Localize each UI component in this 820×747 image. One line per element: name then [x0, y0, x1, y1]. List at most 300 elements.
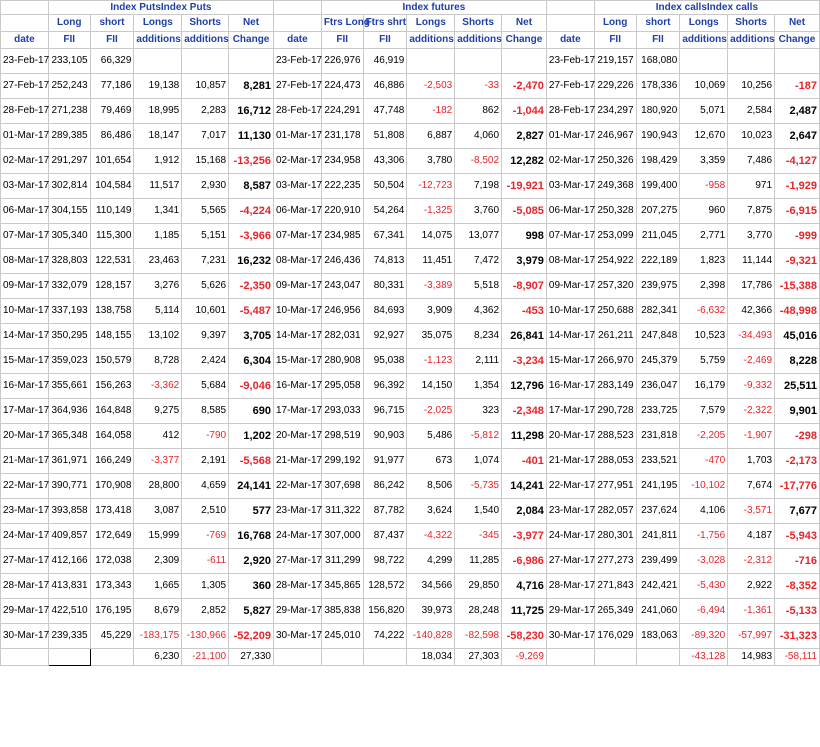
short-cell: 241,811 — [636, 524, 680, 549]
date-cell: 07-Mar-17 — [1, 224, 49, 249]
long-cell: 249,368 — [594, 174, 636, 199]
date-cell: 03-Mar-17 — [546, 174, 594, 199]
long-cell: 250,328 — [594, 199, 636, 224]
net-change-cell: -8,907 — [502, 274, 547, 299]
long-cell: 224,473 — [321, 74, 363, 99]
shorts-additions-cell: 7,017 — [182, 124, 229, 149]
short-cell: 180,920 — [636, 99, 680, 124]
short-cell: 148,155 — [90, 324, 134, 349]
table-row — [1, 449, 820, 474]
shorts-additions-cell: -130,966 — [182, 624, 229, 649]
date-cell: 27-Mar-17 — [546, 549, 594, 574]
column-header: Change — [229, 32, 274, 49]
shorts-additions-cell: 1,074 — [455, 449, 502, 474]
net-change-cell: 3,705 — [229, 324, 274, 349]
short-cell: 190,943 — [636, 124, 680, 149]
short-cell: 66,329 — [90, 49, 134, 74]
longs-additions-cell: -1,756 — [680, 524, 728, 549]
net-total-cell: -58,111 — [775, 649, 820, 666]
shorts-additions-cell: 10,857 — [182, 74, 229, 99]
net-change-cell: 14,241 — [502, 474, 547, 499]
long-cell: 246,956 — [321, 299, 363, 324]
date-cell: 03-Mar-17 — [1, 174, 49, 199]
date-cell: 23-Feb-17 — [1, 49, 49, 74]
shorts-additions-cell: -2,322 — [728, 399, 775, 424]
short-cell: 231,818 — [636, 424, 680, 449]
short-cell: 236,047 — [636, 374, 680, 399]
shorts-additions-cell: 7,472 — [455, 249, 502, 274]
long-cell: 234,985 — [321, 224, 363, 249]
longs-additions-cell: -3,377 — [134, 449, 182, 474]
short-cell: 245,379 — [636, 349, 680, 374]
short-cell: 128,157 — [90, 274, 134, 299]
short-cell: 46,886 — [363, 74, 407, 99]
short-cell: 84,693 — [363, 299, 407, 324]
long-cell: 224,291 — [321, 99, 363, 124]
shorts-additions-cell: 7,198 — [455, 174, 502, 199]
date-cell: 29-Mar-17 — [273, 599, 321, 624]
short-cell: 128,572 — [363, 574, 407, 599]
longs-additions-cell: -4,322 — [407, 524, 455, 549]
date-cell: 14-Mar-17 — [1, 324, 49, 349]
column-header-row — [1, 32, 820, 49]
net-change-cell: 12,796 — [502, 374, 547, 399]
longs-additions-cell: 5,114 — [134, 299, 182, 324]
date-cell: 15-Mar-17 — [273, 349, 321, 374]
longs-additions-cell: 1,823 — [680, 249, 728, 274]
table-row — [1, 224, 820, 249]
net-change-cell: -48,998 — [775, 299, 820, 324]
short-cell: 77,186 — [90, 74, 134, 99]
total-cell — [273, 649, 321, 666]
date-cell: 29-Mar-17 — [546, 599, 594, 624]
short-cell: 282,341 — [636, 299, 680, 324]
net-change-cell: 2,827 — [502, 124, 547, 149]
longs-additions-cell: 3,780 — [407, 149, 455, 174]
group-title-row — [1, 1, 820, 15]
total-cell — [594, 649, 636, 666]
shorts-additions-cell — [182, 49, 229, 74]
net-change-cell: -9,321 — [775, 249, 820, 274]
long-cell: 345,865 — [321, 574, 363, 599]
date-cell: 27-Mar-17 — [1, 549, 49, 574]
net-change-cell: 11,130 — [229, 124, 274, 149]
column-header: Net — [502, 15, 547, 32]
shorts-additions-cell: 11,144 — [728, 249, 775, 274]
short-cell: 50,504 — [363, 174, 407, 199]
short-cell: 198,429 — [636, 149, 680, 174]
long-cell: 412,166 — [48, 549, 90, 574]
longs-additions-cell: 10,069 — [680, 74, 728, 99]
long-cell: 280,908 — [321, 349, 363, 374]
short-cell: 183,063 — [636, 624, 680, 649]
date-cell: 10-Mar-17 — [546, 299, 594, 324]
net-change-cell: 2,084 — [502, 499, 547, 524]
shorts-additions-cell: 8,585 — [182, 399, 229, 424]
table-row — [1, 324, 820, 349]
date-cell: 07-Mar-17 — [546, 224, 594, 249]
column-header-row — [1, 15, 820, 32]
date-cell: 10-Mar-17 — [273, 299, 321, 324]
short-cell: 150,579 — [90, 349, 134, 374]
longs-additions-cell: 1,185 — [134, 224, 182, 249]
shorts-additions-cell: 17,786 — [728, 274, 775, 299]
net-change-cell: -31,323 — [775, 624, 820, 649]
net-change-cell: 26,841 — [502, 324, 547, 349]
short-cell: 138,758 — [90, 299, 134, 324]
column-header: Change — [775, 32, 820, 49]
column-header: Ftrs shrt — [363, 15, 407, 32]
net-change-cell: 5,827 — [229, 599, 274, 624]
shorts-additions-cell: 4,187 — [728, 524, 775, 549]
short-cell: 51,808 — [363, 124, 407, 149]
longs-additions-cell: 3,087 — [134, 499, 182, 524]
shorts-additions-cell: 2,510 — [182, 499, 229, 524]
date-cell: 08-Mar-17 — [1, 249, 49, 274]
long-cell: 253,099 — [594, 224, 636, 249]
table-row — [1, 424, 820, 449]
long-cell: 291,297 — [48, 149, 90, 174]
long-cell: 282,057 — [594, 499, 636, 524]
shorts-additions-cell: 7,875 — [728, 199, 775, 224]
net-change-cell: -401 — [502, 449, 547, 474]
longs-additions-cell: -1,325 — [407, 199, 455, 224]
short-cell: 199,400 — [636, 174, 680, 199]
date-cell: 09-Mar-17 — [273, 274, 321, 299]
longs-additions-cell: 5,486 — [407, 424, 455, 449]
column-header: FII — [594, 32, 636, 49]
shorts-additions-cell: 862 — [455, 99, 502, 124]
net-change-cell: 8,587 — [229, 174, 274, 199]
longs-additions-cell: -183,175 — [134, 624, 182, 649]
longs-additions-cell: 8,728 — [134, 349, 182, 374]
net-change-cell: 998 — [502, 224, 547, 249]
date-cell: 28-Mar-17 — [273, 574, 321, 599]
short-cell: 166,249 — [90, 449, 134, 474]
long-cell: 219,157 — [594, 49, 636, 74]
date-cell: 06-Mar-17 — [546, 199, 594, 224]
shorts-additions-cell: -33 — [455, 74, 502, 99]
short-cell: 207,275 — [636, 199, 680, 224]
long-cell: 250,688 — [594, 299, 636, 324]
date-cell: 16-Mar-17 — [546, 374, 594, 399]
longs-additions-cell: -6,632 — [680, 299, 728, 324]
date-cell: 29-Mar-17 — [1, 599, 49, 624]
shorts-additions-cell: -2,469 — [728, 349, 775, 374]
column-header: date — [273, 32, 321, 49]
shorts-additions-cell: 2,922 — [728, 574, 775, 599]
long-cell: 229,226 — [594, 74, 636, 99]
net-change-cell: -5,133 — [775, 599, 820, 624]
shorts-additions-cell: 1,305 — [182, 574, 229, 599]
short-cell: 237,624 — [636, 499, 680, 524]
date-cell: 28-Mar-17 — [546, 574, 594, 599]
date-cell: 16-Mar-17 — [1, 374, 49, 399]
table-row — [1, 474, 820, 499]
long-cell: 254,922 — [594, 249, 636, 274]
shorts-additions-cell: 2,191 — [182, 449, 229, 474]
short-cell: 156,820 — [363, 599, 407, 624]
short-cell: 104,584 — [90, 174, 134, 199]
table-row — [1, 399, 820, 424]
long-cell: 234,297 — [594, 99, 636, 124]
long-cell: 246,436 — [321, 249, 363, 274]
shorts-additions-cell: -2,312 — [728, 549, 775, 574]
long-cell: 355,661 — [48, 374, 90, 399]
net-change-cell: 24,141 — [229, 474, 274, 499]
table-row — [1, 199, 820, 224]
short-cell: 168,080 — [636, 49, 680, 74]
table-row — [1, 99, 820, 124]
long-cell: 293,033 — [321, 399, 363, 424]
shorts-additions-cell: 2,111 — [455, 349, 502, 374]
longs-additions-cell — [407, 49, 455, 74]
short-cell: 90,903 — [363, 424, 407, 449]
short-cell: 110,149 — [90, 199, 134, 224]
longs-additions-cell: 7,579 — [680, 399, 728, 424]
long-cell: 413,831 — [48, 574, 90, 599]
column-header: Longs — [680, 15, 728, 32]
short-cell: 239,975 — [636, 274, 680, 299]
date-cell: 30-Mar-17 — [1, 624, 49, 649]
short-cell: 211,045 — [636, 224, 680, 249]
short-cell: 233,725 — [636, 399, 680, 424]
date-cell: 28-Feb-17 — [1, 99, 49, 124]
date-cell: 30-Mar-17 — [546, 624, 594, 649]
short-cell: 247,848 — [636, 324, 680, 349]
short-cell: 43,306 — [363, 149, 407, 174]
longs-additions-cell: 35,075 — [407, 324, 455, 349]
long-cell: 226,976 — [321, 49, 363, 74]
shorts-additions-cell: -769 — [182, 524, 229, 549]
net-change-cell: 45,016 — [775, 324, 820, 349]
long-cell: 271,843 — [594, 574, 636, 599]
long-cell: 231,178 — [321, 124, 363, 149]
longs-additions-cell: 3,624 — [407, 499, 455, 524]
long-cell: 288,523 — [594, 424, 636, 449]
shorts-additions-cell: 7,231 — [182, 249, 229, 274]
date-cell: 27-Feb-17 — [273, 74, 321, 99]
short-cell: 122,531 — [90, 249, 134, 274]
longs-additions-cell: 1,912 — [134, 149, 182, 174]
net-change-cell: -5,568 — [229, 449, 274, 474]
shorts-additions-cell: -34,493 — [728, 324, 775, 349]
longs-additions-cell: 23,463 — [134, 249, 182, 274]
shorts-additions-cell: 1,354 — [455, 374, 502, 399]
column-header: Net — [775, 15, 820, 32]
long-cell: 252,243 — [48, 74, 90, 99]
short-cell: 164,848 — [90, 399, 134, 424]
long-cell: 307,698 — [321, 474, 363, 499]
date-cell: 15-Mar-17 — [1, 349, 49, 374]
net-change-cell: -52,209 — [229, 624, 274, 649]
total-cell[interactable] — [48, 649, 90, 666]
longs-additions-cell: 5,071 — [680, 99, 728, 124]
long-cell: 243,047 — [321, 274, 363, 299]
shorts-additions-cell: 5,518 — [455, 274, 502, 299]
longs-additions-cell: 3,276 — [134, 274, 182, 299]
net-change-cell: -999 — [775, 224, 820, 249]
longs-additions-cell: 8,506 — [407, 474, 455, 499]
long-cell: 280,301 — [594, 524, 636, 549]
long-cell: 222,235 — [321, 174, 363, 199]
net-change-cell: -17,776 — [775, 474, 820, 499]
date-cell: 16-Mar-17 — [273, 374, 321, 399]
long-cell: 283,149 — [594, 374, 636, 399]
column-header: additions — [728, 32, 775, 49]
date-cell: 20-Mar-17 — [546, 424, 594, 449]
longs-additions-cell: 673 — [407, 449, 455, 474]
table-row — [1, 49, 820, 74]
long-cell: 390,771 — [48, 474, 90, 499]
net-change-cell: -3,977 — [502, 524, 547, 549]
column-header: FII — [90, 32, 134, 49]
net-change-cell: -5,085 — [502, 199, 547, 224]
longs-additions-cell: 4,299 — [407, 549, 455, 574]
short-cell: 95,038 — [363, 349, 407, 374]
date-cell: 24-Mar-17 — [273, 524, 321, 549]
net-change-cell: -2,350 — [229, 274, 274, 299]
long-cell: 233,105 — [48, 49, 90, 74]
column-header: Shorts — [455, 15, 502, 32]
longs-additions-cell: 11,517 — [134, 174, 182, 199]
date-cell: 21-Mar-17 — [273, 449, 321, 474]
short-cell: 115,300 — [90, 224, 134, 249]
long-cell: 277,951 — [594, 474, 636, 499]
short-cell: 87,782 — [363, 499, 407, 524]
column-header: Change — [502, 32, 547, 49]
total-cell: 27,303 — [455, 649, 502, 666]
shorts-additions-cell: 42,366 — [728, 299, 775, 324]
date-cell: 22-Mar-17 — [1, 474, 49, 499]
shorts-additions-cell: 7,674 — [728, 474, 775, 499]
longs-additions-cell: -12,723 — [407, 174, 455, 199]
total-cell: 6,230 — [134, 649, 182, 666]
short-cell: 91,977 — [363, 449, 407, 474]
short-cell: 241,195 — [636, 474, 680, 499]
longs-additions-cell: 6,887 — [407, 124, 455, 149]
net-change-cell: -1,044 — [502, 99, 547, 124]
net-change-cell: 16,712 — [229, 99, 274, 124]
total-cell — [546, 649, 594, 666]
date-cell: 23-Feb-17 — [546, 49, 594, 74]
net-change-cell: -3,966 — [229, 224, 274, 249]
net-change-cell: 25,511 — [775, 374, 820, 399]
table-row — [1, 299, 820, 324]
net-total-cell: 27,330 — [229, 649, 274, 666]
shorts-additions-cell: -9,332 — [728, 374, 775, 399]
longs-additions-cell: -1,123 — [407, 349, 455, 374]
total-cell: 18,034 — [407, 649, 455, 666]
long-cell: 328,803 — [48, 249, 90, 274]
longs-additions-cell: 3,909 — [407, 299, 455, 324]
long-cell: 245,010 — [321, 624, 363, 649]
long-cell: 307,000 — [321, 524, 363, 549]
shorts-additions-cell: 11,285 — [455, 549, 502, 574]
short-cell: 87,437 — [363, 524, 407, 549]
longs-additions-cell: 14,150 — [407, 374, 455, 399]
date-cell: 27-Mar-17 — [273, 549, 321, 574]
net-change-cell: 690 — [229, 399, 274, 424]
shorts-additions-cell: 9,397 — [182, 324, 229, 349]
short-cell: 92,927 — [363, 324, 407, 349]
total-cell: -43,128 — [680, 649, 728, 666]
net-change-cell: -19,921 — [502, 174, 547, 199]
column-header — [546, 15, 594, 32]
long-cell: 265,349 — [594, 599, 636, 624]
table-row — [1, 574, 820, 599]
longs-additions-cell: -3,028 — [680, 549, 728, 574]
long-cell: 361,971 — [48, 449, 90, 474]
longs-additions-cell: 2,771 — [680, 224, 728, 249]
shorts-additions-cell: -345 — [455, 524, 502, 549]
short-cell: 67,341 — [363, 224, 407, 249]
short-cell: 79,469 — [90, 99, 134, 124]
longs-additions-cell: -10,102 — [680, 474, 728, 499]
longs-additions-cell: 13,102 — [134, 324, 182, 349]
shorts-additions-cell: 2,930 — [182, 174, 229, 199]
date-cell: 21-Mar-17 — [1, 449, 49, 474]
date-cell: 22-Mar-17 — [546, 474, 594, 499]
longs-additions-cell: -3,389 — [407, 274, 455, 299]
net-change-cell: -13,256 — [229, 149, 274, 174]
longs-additions-cell: -2,503 — [407, 74, 455, 99]
net-change-cell: 2,647 — [775, 124, 820, 149]
longs-additions-cell: -5,430 — [680, 574, 728, 599]
short-cell: 172,649 — [90, 524, 134, 549]
table-row — [1, 524, 820, 549]
longs-additions-cell: 5,759 — [680, 349, 728, 374]
longs-additions-cell: 28,800 — [134, 474, 182, 499]
short-cell: 233,521 — [636, 449, 680, 474]
shorts-additions-cell: -82,598 — [455, 624, 502, 649]
long-cell: 239,335 — [48, 624, 90, 649]
shorts-additions-cell: -8,502 — [455, 149, 502, 174]
net-change-cell: -5,487 — [229, 299, 274, 324]
date-cell: 20-Mar-17 — [1, 424, 49, 449]
net-change-cell: 8,228 — [775, 349, 820, 374]
long-cell: 246,967 — [594, 124, 636, 149]
longs-additions-cell: 34,566 — [407, 574, 455, 599]
long-cell: 220,910 — [321, 199, 363, 224]
date-cell: 17-Mar-17 — [546, 399, 594, 424]
shorts-additions-cell: -611 — [182, 549, 229, 574]
longs-additions-cell: 1,341 — [134, 199, 182, 224]
column-header — [273, 15, 321, 32]
short-cell: 101,654 — [90, 149, 134, 174]
date-cell: 02-Mar-17 — [273, 149, 321, 174]
longs-additions-cell: 2,398 — [680, 274, 728, 299]
longs-additions-cell: -958 — [680, 174, 728, 199]
short-cell: 176,195 — [90, 599, 134, 624]
date-cell: 01-Mar-17 — [546, 124, 594, 149]
longs-additions-cell: 14,075 — [407, 224, 455, 249]
longs-additions-cell: 2,309 — [134, 549, 182, 574]
date-cell: 21-Mar-17 — [546, 449, 594, 474]
net-change-cell: 11,725 — [502, 599, 547, 624]
shorts-additions-cell: 3,760 — [455, 199, 502, 224]
short-cell: 74,222 — [363, 624, 407, 649]
longs-additions-cell: -140,828 — [407, 624, 455, 649]
shorts-additions-cell: 3,770 — [728, 224, 775, 249]
net-change-cell: 1,202 — [229, 424, 274, 449]
total-cell: -21,100 — [182, 649, 229, 666]
table-row — [1, 499, 820, 524]
long-cell: 257,320 — [594, 274, 636, 299]
total-cell — [90, 649, 134, 666]
shorts-additions-cell: -1,361 — [728, 599, 775, 624]
long-cell: 409,857 — [48, 524, 90, 549]
